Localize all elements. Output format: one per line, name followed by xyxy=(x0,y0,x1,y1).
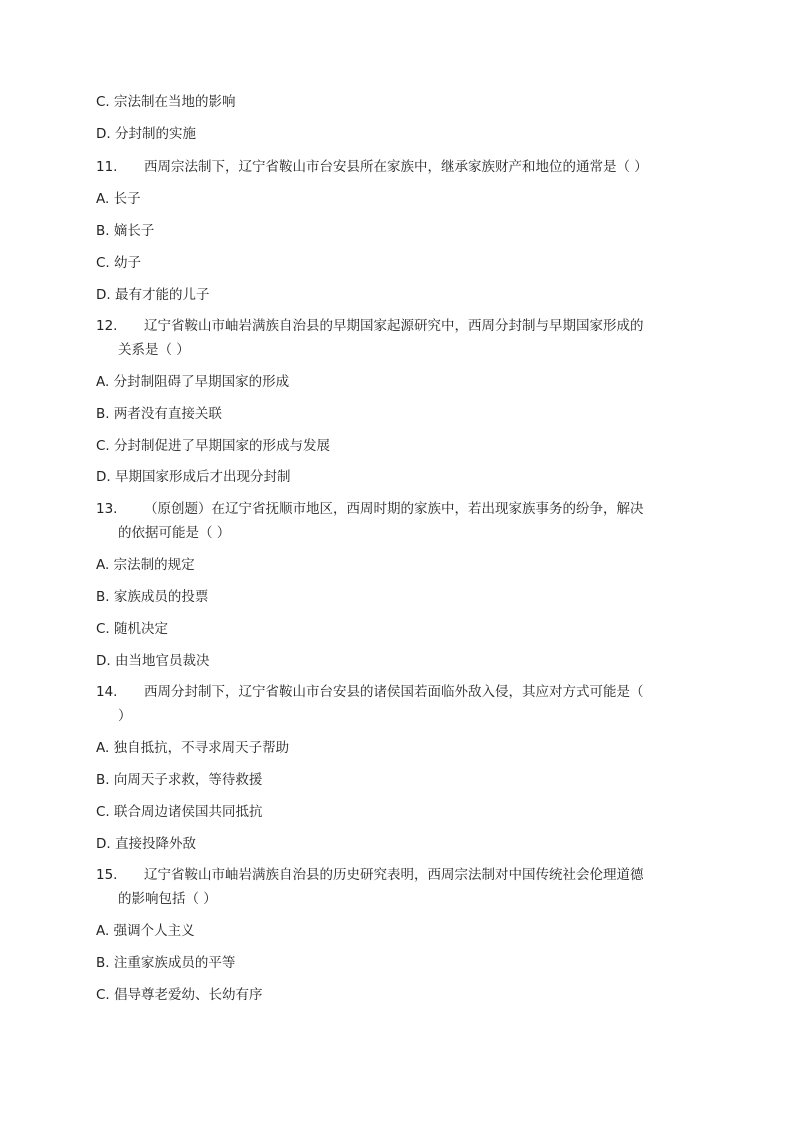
option-b: B. 嫡长子 xyxy=(96,223,155,239)
option-a: A. 独自抵抗，不寻求周天子帮助 xyxy=(96,740,290,756)
option-c: C. 幼子 xyxy=(96,255,142,271)
option-a: A. 宗法制的规定 xyxy=(96,557,195,573)
question-text: （原创题）在辽宁省抚顺市地区，西周时期的家族中，若出现家族事务的纷争，解决 xyxy=(144,501,644,517)
option-b: B. 两者没有直接关联 xyxy=(96,406,222,422)
question-text: 西周分封制下，辽宁省鞍山市台安县的诸侯国若面临外敌入侵，其应对方式可能是（ xyxy=(144,684,644,700)
option-a: A. 强调个人主义 xyxy=(96,923,195,939)
question-text-continued: 关系是（ ） xyxy=(118,342,190,358)
question-number: 11. xyxy=(96,159,118,175)
option-d: D. 最有才能的儿子 xyxy=(96,287,210,303)
option-c: C. 倡导尊老爱幼、长幼有序 xyxy=(96,987,263,1003)
option-c: C. 联合周边诸侯国共同抵抗 xyxy=(96,804,263,820)
option-a: A. 分封制阻碍了早期国家的形成 xyxy=(96,374,290,390)
option-b: B. 家族成员的投票 xyxy=(96,589,209,605)
option-a: A. 长子 xyxy=(96,191,141,207)
question-number: 13. xyxy=(96,501,118,517)
question-text-continued: 的影响包括（ ） xyxy=(118,891,217,907)
question-text: 辽宁省鞍山市岫岩满族自治县的历史研究表明，西周宗法制对中国传统社会伦理道德 xyxy=(144,867,644,883)
option-d: D. 由当地官员裁决 xyxy=(96,653,210,669)
option-c: C. 宗法制在当地的影响 xyxy=(96,94,236,110)
option-d: D. 早期国家形成后才出现分封制 xyxy=(96,469,291,485)
option-d: D. 直接投降外敌 xyxy=(96,836,196,852)
option-b: B. 向周天子求救，等待救援 xyxy=(96,772,263,788)
option-c: C. 分封制促进了早期国家的形成与发展 xyxy=(96,438,331,454)
question-text: 辽宁省鞍山市岫岩满族自治县的早期国家起源研究中，西周分封制与早期国家形成的 xyxy=(144,318,644,334)
question-number: 12. xyxy=(96,318,118,334)
option-c: C. 随机决定 xyxy=(96,621,169,637)
question-text: 西周宗法制下，辽宁省鞍山市台安县所在家族中，继承家族财产和地位的通常是（ ） xyxy=(144,159,648,175)
question-text-continued: 的依据可能是（ ） xyxy=(118,525,231,541)
question-number: 14. xyxy=(96,684,118,700)
question-text-continued: ） xyxy=(118,708,132,724)
option-b: B. 注重家族成员的平等 xyxy=(96,955,236,971)
question-number: 15. xyxy=(96,867,118,883)
option-d: D. 分封制的实施 xyxy=(96,126,196,142)
